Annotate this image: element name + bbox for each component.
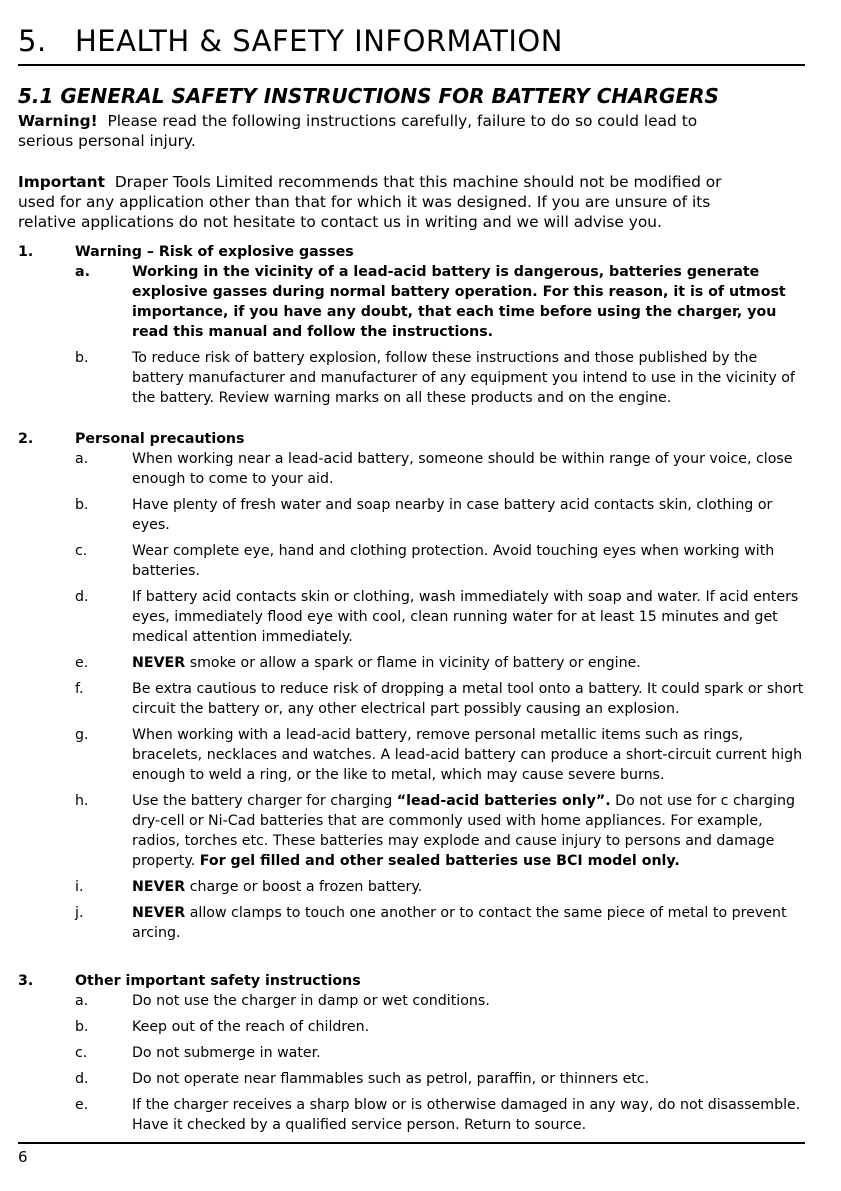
list-item [75,1095,808,1135]
page-title [18,24,563,58]
section-title: HEALTH & SAFETY INFORMATION [75,24,563,58]
section-2 [18,429,808,943]
item-letter: g. [75,727,89,743]
section-number: 2. [18,431,34,447]
item-text-part1: Use the battery charger for charging [132,793,393,809]
subheading: 5.1 GENERAL SAFETY INSTRUCTIONS FOR BATTERY CHARGERS [18,84,719,108]
item-text: When working with a lead-acid battery, remove personal metallic items such as rings, bracelets, necklaces and watches. A lead-acid battery can produce a short-circuit current high enough to weld a ring, or the like to metal, which may cause severe burns. [132,727,803,783]
item-letter: j. [75,905,84,921]
list-item [75,1069,808,1089]
item-text: Keep out of the reach of children. [132,1019,370,1035]
item-text: Do not operate near flammables such as petrol, paraffin, or thinners etc. [132,1071,650,1087]
item-text-part2: Do not use for c charging dry-cell or Ni-Cad batteries that are commonly used with home appliances. For example, radios, torches etc. These batteries may explode and cause injury to persons and damage property. [132,793,795,869]
list-item [75,653,808,673]
list-item [75,791,808,871]
section-heading: Warning – Risk of explosive gasses [75,244,354,260]
never-emphasis: NEVER [132,879,186,895]
list-item [75,679,808,719]
section-number: 3. [18,973,34,989]
section-number: 1. [18,244,34,260]
item-letter: h. [75,793,89,809]
item-text: Be extra cautious to reduce risk of dropping a metal tool onto a battery. It could spark or short circuit the battery or, any other electrical part possibly causing an explosion. [132,681,804,717]
item-text-rest: allow clamps to touch one another or to contact the same piece of metal to prevent arcing. [132,905,787,941]
item-text: Do not submerge in water. [132,1045,321,1061]
item-text: If the charger receives a sharp blow or is otherwise damaged in any way, do not disassemble. Have it checked by a qualified service person. Return to source. [132,1097,801,1133]
lead-acid-emphasis: “lead-acid batteries only”. [396,793,611,809]
item-text [132,877,808,897]
list-item [75,877,808,897]
item-letter: a. [75,451,89,467]
important-text-line3: relative applications do not hesitate to contact us in writing and we will advise you. [18,213,662,231]
item-text: If battery acid contacts skin or clothing, wash immediately with soap and water. If acid enters eyes, immediately flood eye with cool, clean running water for at least 15 minutes and get medical attention immediately. [132,589,799,645]
list-item [75,495,808,535]
item-text-rest: smoke or allow a spark or flame in vicinity of battery or engine. [189,655,641,671]
page-number: 6 [18,1148,28,1166]
never-emphasis: NEVER [132,655,186,671]
section-3 [18,971,808,1135]
item-letter: c. [75,1045,88,1061]
item-text [132,653,808,673]
item-letter: c. [75,543,88,559]
important-label: Important [18,173,106,191]
important-text-line2: used for any application other than that for which it was designed. If you are unsure of its [18,193,711,211]
item-letter: d. [75,1071,89,1087]
item-letter: e. [75,1097,89,1113]
never-emphasis: NEVER [132,905,186,921]
section-heading: Other important safety instructions [75,973,361,989]
item-letter: e. [75,655,89,671]
item-text: Working in the vicinity of a lead-acid battery is dangerous, batteries generate explosive gasses during normal battery operation. For this reason, it is of utmost importance, if you have any doubt, that each time before using the charger, you read this manual and follow the instructions. [132,264,786,340]
warning-paragraph [18,111,805,151]
important-paragraph [18,172,805,232]
item-text: Have plenty of fresh water and soap nearby in case battery acid contacts skin, clothing or eyes. [132,497,773,533]
list-item [75,348,808,408]
item-text: Wear complete eye, hand and clothing protection. Avoid touching eyes when working with batteries. [132,543,775,579]
list-item [75,587,808,647]
list-item [75,262,808,342]
list-item [75,1043,808,1063]
list-item [75,1017,808,1037]
item-letter: b. [75,497,89,513]
warning-text-line2: serious personal injury. [18,132,196,150]
warning-text-line1: Please read the following instructions carefully, failure to do so could lead to [107,112,698,130]
item-letter: f. [75,681,84,697]
item-letter: b. [75,350,89,366]
item-letter: a. [75,993,89,1009]
list-item [75,449,808,489]
important-text-line1: Draper Tools Limited recommends that this machine should not be modified or [114,173,722,191]
section-1 [18,242,808,408]
item-text [132,903,808,943]
section-number: 5. [18,24,47,58]
title-rule [18,64,805,66]
warning-label: Warning! [18,112,98,130]
item-text: Do not use the charger in damp or wet conditions. [132,993,490,1009]
list-item [75,725,808,785]
item-text-rest: charge or boost a frozen battery. [189,879,423,895]
item-letter: a. [75,264,90,280]
item-text: To reduce risk of battery explosion, follow these instructions and those published by the battery manufacturer and manufacturer of any equipment you intend to use in the vicinity of the battery. Review warning marks on all these products and on the engine. [132,350,795,406]
list-item [75,903,808,943]
item-letter: d. [75,589,89,605]
section-heading: Personal precautions [75,431,245,447]
item-letter: b. [75,1019,89,1035]
item-letter: i. [75,879,84,895]
item-text: When working near a lead-acid battery, someone should be within range of your voice, close enough to come to your aid. [132,451,793,487]
gel-batteries-emphasis: For gel filled and other sealed batteries use BCI model only. [199,853,680,869]
footer-rule [18,1142,805,1144]
list-item [75,991,808,1011]
list-item [75,541,808,581]
item-text [132,791,808,871]
